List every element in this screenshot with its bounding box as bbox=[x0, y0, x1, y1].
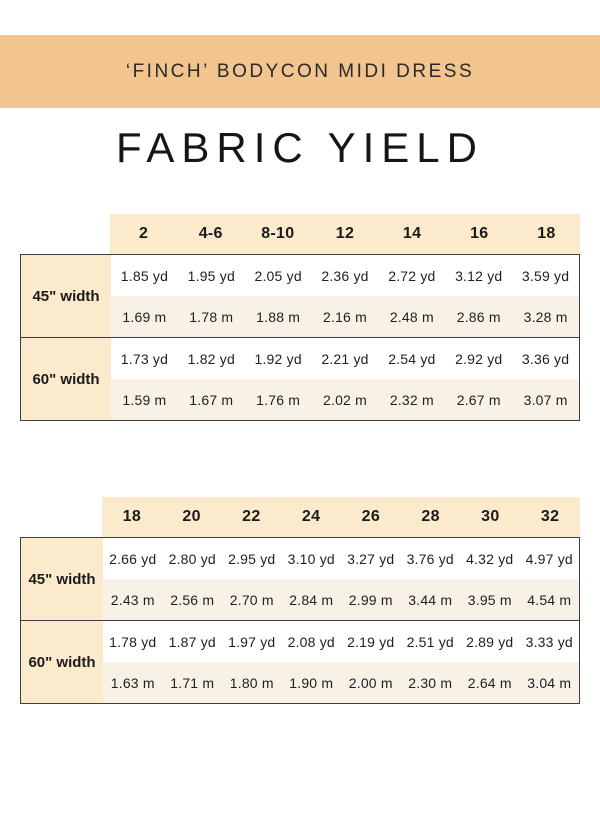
yield-value: 3.27 yd bbox=[347, 550, 395, 567]
yield-value: 3.04 m bbox=[527, 674, 572, 691]
yield-value: 1.67 m bbox=[189, 391, 234, 408]
yield-value: 1.82 yd bbox=[187, 350, 235, 367]
width-label: 60" width bbox=[21, 621, 103, 703]
size-header-cell: 8-10 bbox=[261, 225, 295, 242]
yield-value: 2.36 yd bbox=[321, 267, 369, 284]
yield-value: 2.21 yd bbox=[321, 350, 369, 367]
yield-value: 2.95 yd bbox=[228, 550, 276, 567]
yield-value: 2.64 m bbox=[467, 674, 512, 691]
fabric-yield-table-sizes-18-32 bbox=[20, 497, 580, 704]
yield-value: 3.44 m bbox=[408, 591, 453, 608]
size-header-cell: 26 bbox=[361, 508, 381, 525]
size-header-cell: 32 bbox=[540, 508, 560, 525]
yield-data-box bbox=[20, 254, 580, 421]
yield-value: 2.43 m bbox=[110, 591, 155, 608]
yield-value: 2.30 m bbox=[408, 674, 453, 691]
yield-value: 1.76 m bbox=[256, 391, 301, 408]
yield-value: 1.63 m bbox=[110, 674, 155, 691]
yardage-row bbox=[103, 621, 579, 662]
yield-value: 2.72 yd bbox=[388, 267, 436, 284]
yield-value: 3.95 m bbox=[467, 591, 512, 608]
yield-value: 2.99 m bbox=[348, 591, 393, 608]
yield-value: 3.28 m bbox=[523, 308, 568, 325]
yield-value: 1.88 m bbox=[256, 308, 301, 325]
yield-value: 2.80 yd bbox=[168, 550, 216, 567]
yield-value: 2.54 yd bbox=[388, 350, 436, 367]
yield-value: 2.05 yd bbox=[254, 267, 302, 284]
yield-value: 2.48 m bbox=[389, 308, 434, 325]
yield-value: 4.54 m bbox=[527, 591, 572, 608]
yield-value: 1.73 yd bbox=[120, 350, 169, 367]
yield-value: 1.85 yd bbox=[120, 267, 169, 284]
yield-value: 1.71 m bbox=[170, 674, 215, 691]
yield-value: 3.10 yd bbox=[287, 550, 335, 567]
size-header-row bbox=[102, 497, 580, 537]
size-header-cell: 20 bbox=[182, 508, 201, 525]
yield-value: 1.78 m bbox=[189, 308, 234, 325]
width-label: 60" width bbox=[21, 338, 111, 420]
yield-value: 2.67 m bbox=[456, 391, 501, 408]
yield-value: 3.76 yd bbox=[406, 550, 454, 567]
width-group-60 bbox=[21, 620, 579, 703]
yield-value: 1.87 yd bbox=[168, 633, 216, 650]
width-group-rows bbox=[103, 621, 579, 703]
yield-data-box bbox=[20, 537, 580, 704]
yield-value: 3.36 yd bbox=[521, 350, 570, 367]
yield-value: 4.97 yd bbox=[525, 550, 573, 567]
yardage-row bbox=[111, 255, 579, 296]
size-header-row bbox=[110, 214, 580, 254]
yield-value: 2.56 m bbox=[170, 591, 215, 608]
yield-value: 2.84 m bbox=[289, 591, 334, 608]
yield-value: 2.00 m bbox=[348, 674, 393, 691]
yield-value: 2.16 m bbox=[323, 308, 367, 325]
width-group-45 bbox=[21, 538, 579, 620]
yield-value: 2.08 yd bbox=[287, 633, 335, 650]
yield-value: 4.32 yd bbox=[466, 550, 514, 567]
width-group-rows bbox=[111, 338, 579, 420]
size-header-cell: 18 bbox=[122, 508, 142, 525]
width-group-45 bbox=[21, 255, 579, 337]
size-header-cell: 24 bbox=[301, 508, 321, 525]
page-title: FABRIC YIELD bbox=[116, 124, 484, 171]
yield-value: 1.69 m bbox=[122, 308, 167, 325]
width-group-rows bbox=[103, 538, 579, 620]
pattern-name: ‘FINCH’ BODYCON MIDI DRESS bbox=[125, 60, 475, 82]
meters-row bbox=[103, 579, 579, 620]
yield-value: 2.66 yd bbox=[109, 550, 157, 567]
yield-value: 3.12 yd bbox=[455, 267, 503, 284]
width-label: 45" width bbox=[21, 255, 111, 337]
yield-value: 2.70 m bbox=[229, 591, 274, 608]
yield-value: 1.92 yd bbox=[254, 350, 302, 367]
size-header-cell: 22 bbox=[242, 508, 261, 525]
yardage-row bbox=[103, 538, 579, 579]
yield-value: 2.19 yd bbox=[347, 633, 395, 650]
size-header-cell: 12 bbox=[335, 225, 355, 242]
size-header-cell: 14 bbox=[402, 225, 422, 242]
yield-value: 2.51 yd bbox=[406, 633, 454, 650]
yield-value: 2.89 yd bbox=[466, 633, 514, 650]
yield-value: 2.32 m bbox=[389, 391, 434, 408]
yield-value: 2.02 m bbox=[323, 391, 367, 408]
yield-value: 1.59 m bbox=[122, 391, 167, 408]
yield-value: 1.97 yd bbox=[228, 633, 276, 650]
size-header-cell: 28 bbox=[421, 508, 440, 525]
size-header-cell: 18 bbox=[537, 225, 556, 242]
size-header-cell: 2 bbox=[138, 225, 149, 242]
meters-row bbox=[111, 379, 579, 420]
size-header-cell: 30 bbox=[481, 508, 500, 525]
meters-row bbox=[103, 662, 579, 703]
yield-value: 2.86 m bbox=[456, 308, 501, 325]
meters-row bbox=[111, 296, 579, 337]
fabric-yield-table-sizes-2-18 bbox=[20, 214, 580, 421]
width-group-rows bbox=[111, 255, 579, 337]
yield-value: 1.78 yd bbox=[109, 633, 157, 650]
yield-value: 3.33 yd bbox=[525, 633, 573, 650]
size-header-cell: 16 bbox=[470, 225, 489, 242]
width-group-60 bbox=[21, 337, 579, 420]
yield-value: 1.90 m bbox=[289, 674, 334, 691]
yield-value: 3.59 yd bbox=[521, 267, 570, 284]
yield-value: 1.80 m bbox=[229, 674, 274, 691]
yardage-row bbox=[111, 338, 579, 379]
yield-value: 1.95 yd bbox=[187, 267, 235, 284]
pattern-banner bbox=[0, 35, 600, 108]
width-label: 45" width bbox=[21, 538, 103, 620]
yield-value: 2.92 yd bbox=[455, 350, 503, 367]
yield-value: 3.07 m bbox=[523, 391, 568, 408]
size-header-cell: 4-6 bbox=[198, 225, 223, 242]
